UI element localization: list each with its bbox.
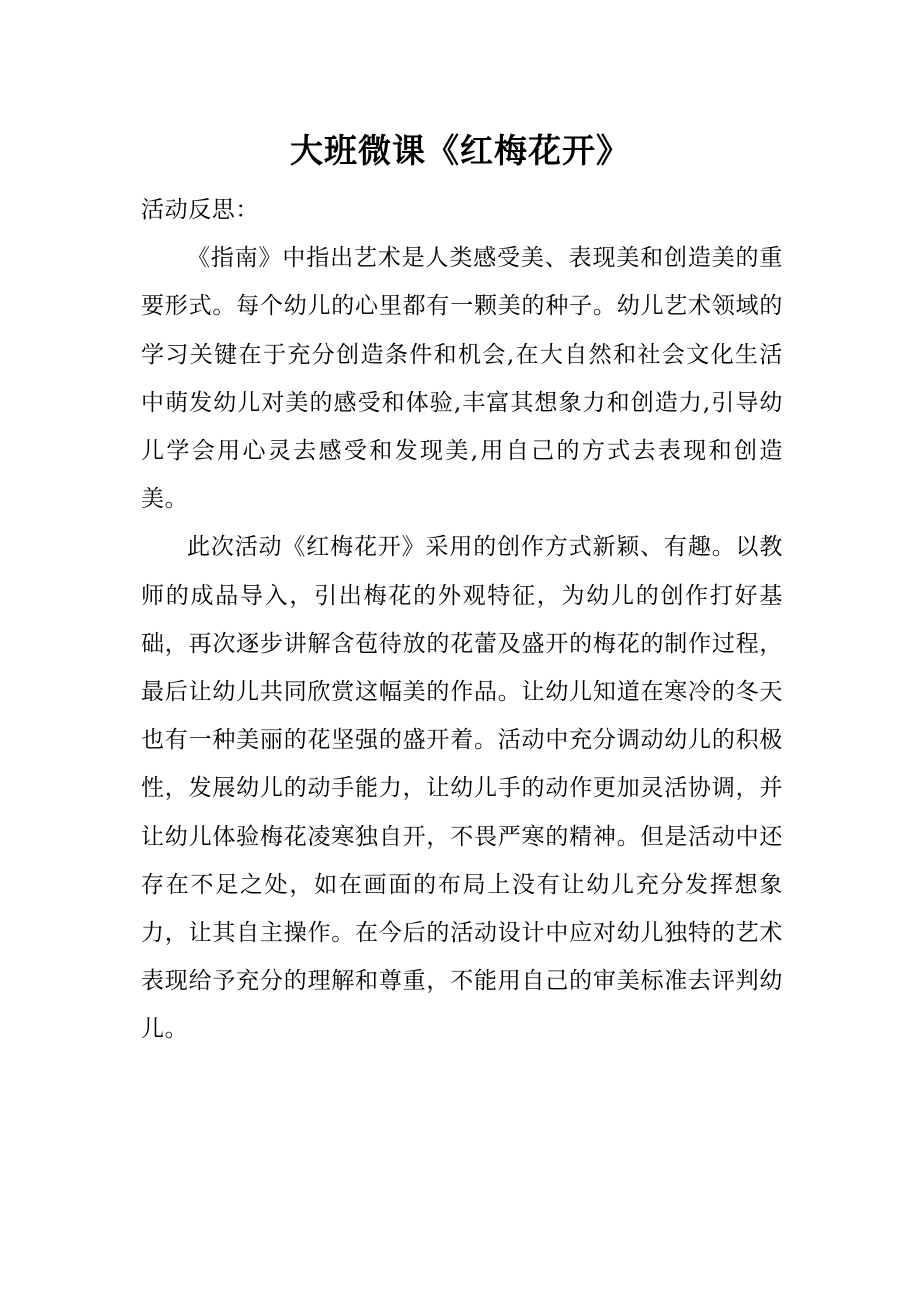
section-heading: 活动反思：	[141, 197, 259, 223]
paragraph-reflection: 此次活动《红梅花开》采用的创作方式新颖、有趣。以教师的成品导入，引出梅花的外观特征，为幼儿的创作打好基础，再次逐步讲解含苞待放的花蕾及盛开的梅花的制作过程，最后让幼儿共同欣赏这幅美的作品。让幼儿知道在寒冷的冬天也有一种美丽的花坚强的盛开着。活动中充分调动幼儿的积极性，发展幼儿的动手能力，让幼儿手的动作更加灵活协调，并让幼儿体验梅花凌寒独自开，不畏严寒的精神。但是活动中还存在不足之处，如在画面的布局上没有让幼儿充分发挥想象力，让其自主操作。在今后的活动设计中应对幼儿独特的艺术表现给予充分的理解和尊重，不能用自己的审美标准去评判幼儿。	[141, 534, 783, 1043]
paragraph-guideline: 《指南》中指出艺术是人类感受美、表现美和创造美的重要形式。每个幼儿的心里都有一颗美的种子。幼儿艺术领域的学习关键在于充分创造条件和机会,在大自然和社会文化生活中萌发幼儿对美的感受和体验,丰富其想象力和创造力,引导幼儿学会用心灵去感受和发现美,用自己的方式去表现和创造美。	[141, 245, 783, 513]
document-title: 大班微课《红梅花开》	[290, 131, 630, 170]
document-body	[141, 186, 783, 1054]
